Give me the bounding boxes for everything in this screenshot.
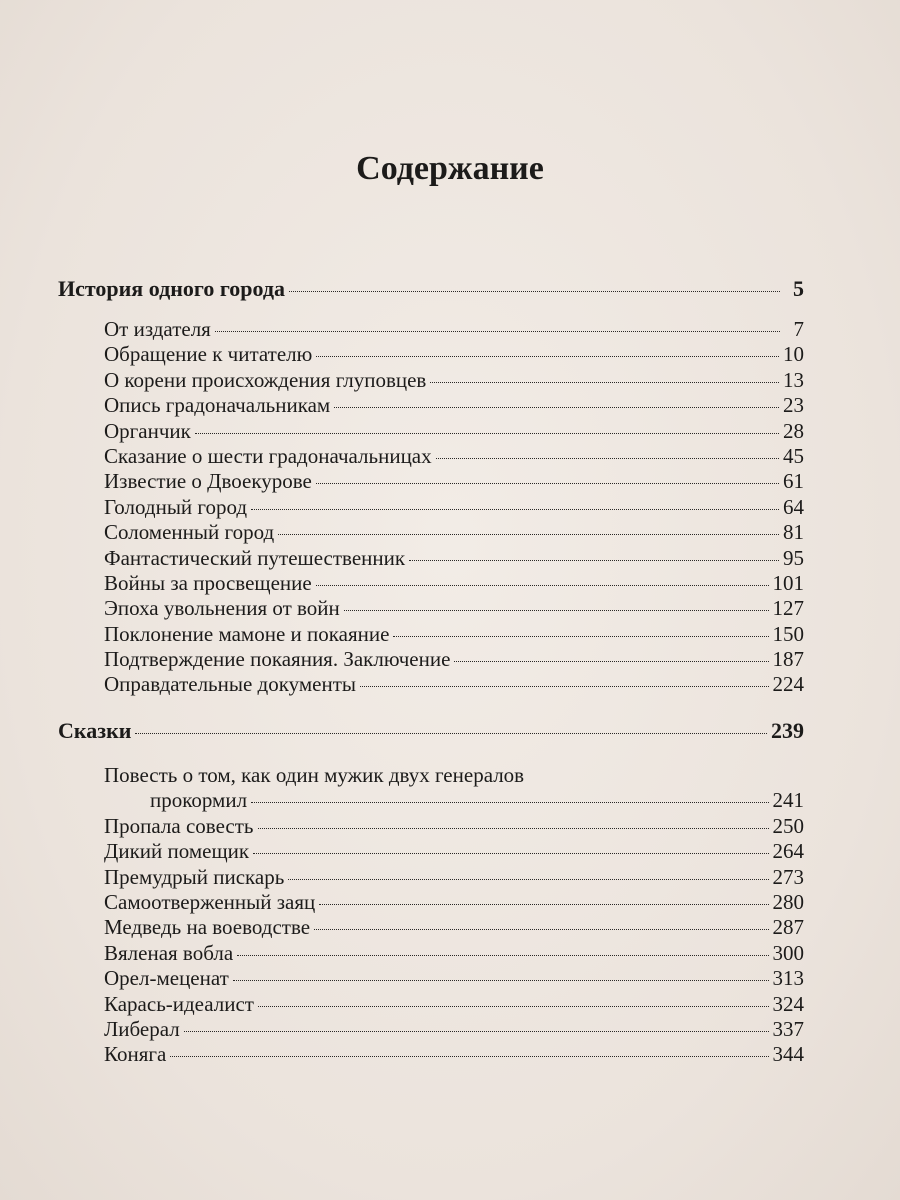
toc-item [58, 814, 804, 839]
toc-item [58, 596, 804, 621]
toc-item-label: Повесть о том, как один мужик двух генералов [104, 763, 525, 787]
toc-item-label: Эпоха увольнения от войн [104, 596, 340, 621]
dot-leader [360, 686, 769, 687]
toc-item [58, 520, 804, 545]
page-number: 313 [772, 966, 804, 991]
dot-leader [314, 929, 768, 930]
toc-item-label: Дикий помещик [104, 839, 250, 864]
toc-item-label: Медведь на воеводстве [104, 915, 311, 940]
toc-section-heading [58, 274, 804, 304]
toc-item [58, 839, 804, 864]
toc-item [58, 546, 804, 571]
dot-leader [215, 331, 780, 332]
section-title: История одного города [58, 276, 285, 301]
dot-leader [334, 407, 779, 408]
dot-leader [258, 828, 769, 829]
toc-list-history [58, 317, 804, 698]
dot-leader [135, 733, 767, 734]
toc-item-label: Обращение к читателю [104, 342, 313, 367]
toc-item [58, 890, 804, 915]
page-number: 7 [793, 317, 804, 341]
page-number: 264 [772, 839, 804, 864]
page-number: 23 [783, 393, 804, 418]
toc-item [58, 966, 804, 991]
toc-item-label: Орел-меценат [104, 966, 229, 991]
toc-item-label: Голодный город [104, 494, 248, 519]
dot-leader [258, 1006, 769, 1007]
toc-item-label: Подтверждение покаяния. Заключение [104, 647, 451, 672]
page-number: 344 [772, 1042, 804, 1067]
page-number: 61 [783, 469, 804, 494]
page-number: 28 [783, 418, 804, 443]
page-title: Содержание [356, 150, 544, 187]
toc-item [58, 469, 804, 494]
toc-item [58, 393, 804, 418]
dot-leader [454, 661, 768, 662]
page-number: 45 [783, 443, 804, 468]
toc-section-heading [58, 716, 804, 746]
dot-leader [237, 955, 768, 956]
toc-item-label: Соломенный город [104, 520, 275, 545]
page-number: 127 [772, 596, 804, 621]
dot-leader [251, 509, 779, 510]
dot-leader [316, 356, 779, 357]
toc-item [58, 915, 804, 940]
toc-item [58, 992, 804, 1017]
toc-item [58, 317, 804, 342]
dot-leader [170, 1056, 768, 1057]
toc-item-label: Премудрый пискарь [104, 864, 285, 889]
dot-leader [436, 458, 779, 459]
toc-item [58, 672, 804, 697]
toc-item-label: Известие о Двоекурове [104, 469, 312, 494]
dot-leader [289, 291, 780, 292]
toc-section-tales [58, 716, 804, 746]
toc-item [58, 571, 804, 596]
toc-item-label: Оправдательные документы [104, 672, 356, 697]
toc-item [58, 444, 804, 469]
toc-item-label: Войны за просвещение [104, 570, 312, 595]
dot-leader [233, 980, 769, 981]
page-number: 273 [772, 864, 804, 889]
toc-item [58, 419, 804, 444]
toc-item-label: Пропала совесть [104, 813, 254, 838]
toc-item-label: Либерал [104, 1016, 180, 1041]
page-number: 241 [772, 788, 804, 813]
toc-item [58, 1042, 804, 1067]
toc-section-history [58, 274, 804, 304]
page-number: 150 [772, 621, 804, 646]
page-number: 324 [772, 991, 804, 1016]
toc-item-label: Карась-идеалист [104, 991, 254, 1016]
toc-item-label: Опись градоначальникам [104, 393, 331, 418]
toc-item [58, 342, 804, 367]
page-number: 250 [772, 813, 804, 838]
toc-item [58, 647, 804, 672]
page-number: 13 [783, 367, 804, 392]
toc-item-label: О корени происхождения глуповцев [104, 367, 427, 392]
toc-item-label: Сказание о шести градоначальницах [104, 443, 432, 468]
dot-leader [409, 560, 779, 561]
page-number: 337 [772, 1016, 804, 1041]
page-number: 64 [783, 494, 804, 519]
toc-item [58, 763, 804, 788]
dot-leader [288, 879, 768, 880]
toc-item-label: Поклонение мамоне и покаяние [104, 621, 390, 646]
toc-item-label: Коняга [104, 1042, 167, 1067]
toc-item [58, 622, 804, 647]
toc-item-label: Фантастический путешественник [104, 545, 406, 570]
page-number: 101 [772, 570, 804, 595]
dot-leader [319, 904, 768, 905]
page-number: 239 [771, 718, 804, 743]
dot-leader [253, 853, 768, 854]
page-number: 287 [772, 915, 804, 940]
toc-item [58, 368, 804, 393]
page-number: 280 [772, 889, 804, 914]
toc-item-label: Органчик [104, 418, 191, 443]
page-number: 187 [772, 647, 804, 672]
dot-leader [344, 610, 769, 611]
dot-leader [430, 382, 779, 383]
dot-leader [251, 802, 768, 803]
dot-leader [184, 1031, 769, 1032]
toc-item-label: От издателя [104, 317, 211, 341]
toc-item [58, 865, 804, 890]
page-number: 5 [793, 276, 804, 301]
dot-leader [278, 534, 779, 535]
page-number: 300 [772, 940, 804, 965]
toc-item [58, 495, 804, 520]
page-number: 95 [783, 545, 804, 570]
section-title: Сказки [58, 718, 132, 743]
page-number: 224 [772, 672, 804, 697]
dot-leader [316, 585, 769, 586]
toc-item-label: Самоотверженный заяц [104, 889, 316, 914]
page-number: 10 [783, 342, 804, 367]
toc-item [58, 941, 804, 966]
toc-item [58, 1017, 804, 1042]
dot-leader [393, 636, 768, 637]
toc-item-label: Вяленая вобла [104, 940, 234, 965]
toc-item-label-cont: прокормил [150, 788, 248, 813]
toc-item-continuation [58, 788, 804, 813]
page-number: 81 [783, 520, 804, 545]
dot-leader [195, 433, 779, 434]
dot-leader [316, 483, 779, 484]
toc-list-tales [58, 763, 804, 1068]
